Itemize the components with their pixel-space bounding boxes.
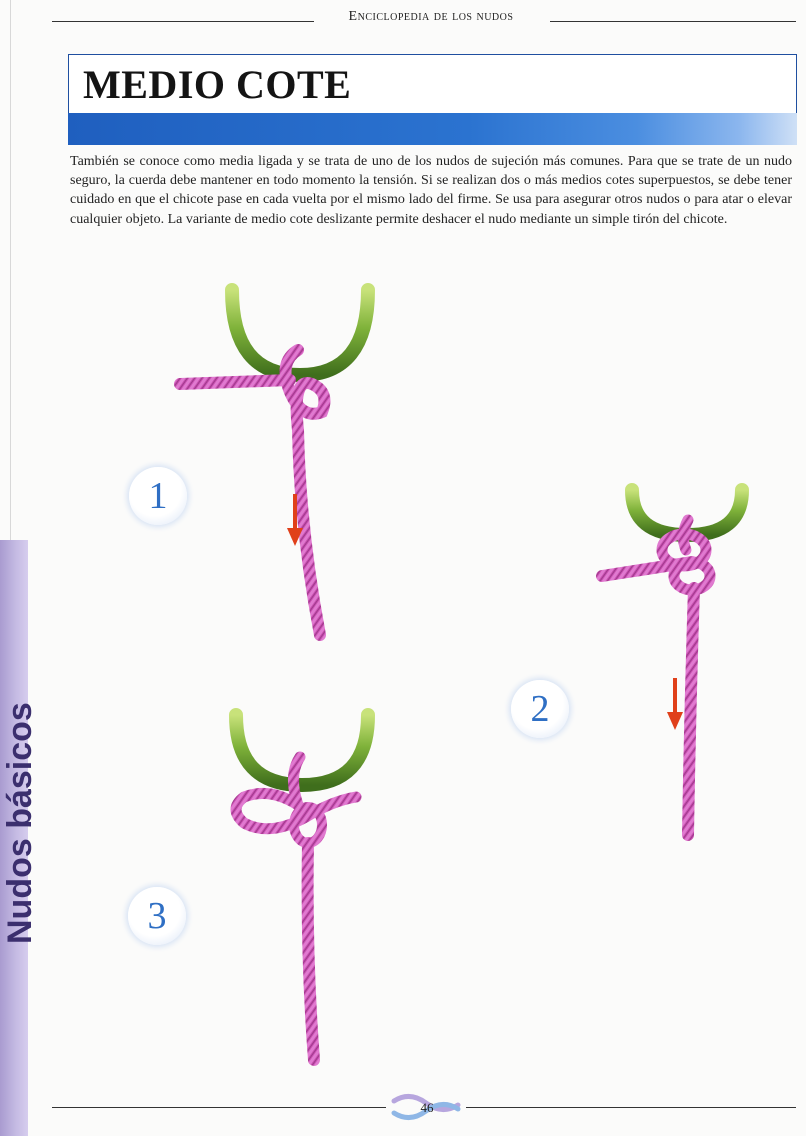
page-title: MEDIO COTE [83,62,352,107]
page-number: 46 [420,1100,434,1115]
header-rule-left [52,21,314,22]
rope-end [180,380,290,384]
ring [232,290,368,375]
running-title: Enciclopedia de los nudos [348,9,514,24]
knot-illustration-step-2 [592,480,757,845]
intro-paragraph: También se conoce como media ligada y se trata de uno de los nudos de sujeción más comunes. Para que se trate de un nudo seguro, la cuerda debe mantener en todo momento la tensión. Si se realizan dos o más medios cotes superpuestos, se debe tener cuidado en que el chicote pase en cada vuelta por el mismo lado del firme. Se usa para asegurar otros nudos o para atar o elevar cualquier objeto. La variante de medio cote deslizante permite deshacer el nudo mediante un simple tirón del chicote. [70,154,792,227]
knot-illustration-step-1 [170,280,370,645]
footer-rule-right [466,1107,796,1108]
rope-standing-part [688,588,694,835]
knot-illustration-step-3 [222,705,382,1070]
step-number-badge: 1 [129,467,187,525]
ring [236,715,368,785]
header-rule-right [550,21,796,22]
rope-standing-part [286,350,325,635]
title-box [68,54,797,113]
pull-arrow-icon [286,494,304,548]
step-number-badge: 2 [511,680,569,738]
footer-rule-left [52,1107,386,1108]
rope-standing-part [308,843,314,1060]
pull-arrow-icon [666,678,684,732]
step-number-badge: 3 [128,887,186,945]
title-band [68,113,797,145]
side-tab-label: Nudos básicos [1,702,39,944]
